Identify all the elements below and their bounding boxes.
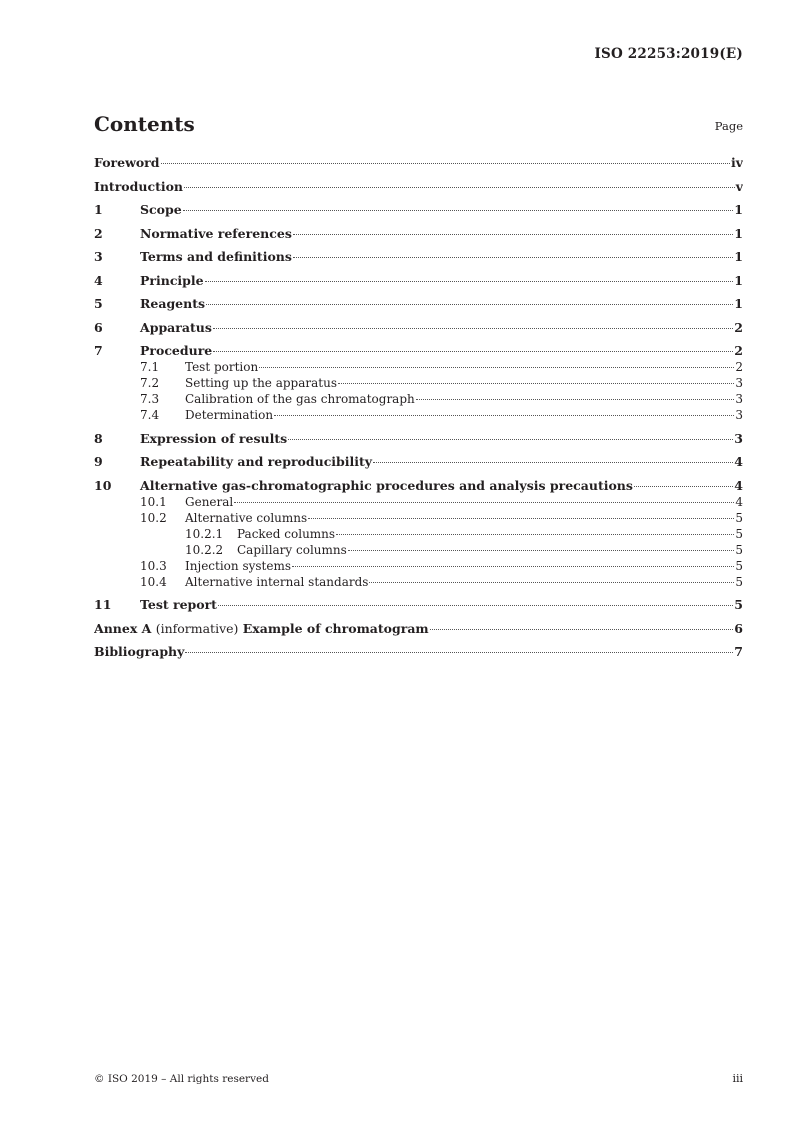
toc-page: 4 xyxy=(734,454,743,469)
dot-leader xyxy=(288,439,733,440)
toc-text: Reagents xyxy=(140,296,206,311)
toc-entry-8[interactable] xyxy=(94,431,743,448)
toc-entry-9[interactable] xyxy=(94,454,743,471)
toc-number: 7 xyxy=(94,343,103,358)
annex-title: Example of chromatogram xyxy=(242,620,429,636)
dot-leader xyxy=(416,399,735,400)
toc-entry-10-2[interactable] xyxy=(94,511,743,527)
dot-leader xyxy=(185,652,733,653)
toc-page: 5 xyxy=(735,526,743,541)
toc-text: Principle xyxy=(140,272,204,288)
toc-number: 7.4 xyxy=(140,408,160,422)
toc-text: Test portion xyxy=(185,360,259,374)
dot-leader xyxy=(292,566,734,567)
toc-page: 1 xyxy=(734,225,743,241)
document-id: ISO 22253:2019(E) xyxy=(594,46,743,62)
toc-number: 10.2.1 xyxy=(185,526,224,541)
dot-leader xyxy=(308,518,734,519)
dot-leader xyxy=(218,605,733,606)
toc-entry-foreword[interactable] xyxy=(94,155,743,172)
toc-text: Normative references xyxy=(140,225,292,241)
dot-leader xyxy=(161,163,730,164)
footer-copyright: © ISO 2019 – All rights reserved xyxy=(94,1073,269,1085)
toc-text: General xyxy=(185,494,234,509)
toc-number: 7.1 xyxy=(140,360,160,374)
toc-entry-10-1[interactable] xyxy=(94,495,743,511)
dot-leader xyxy=(369,582,734,583)
toc-number: 10.1 xyxy=(140,494,167,509)
toc-text: Alternative gas-chromatographic procedures and analysis precautions xyxy=(140,477,633,493)
toc-page: 2 xyxy=(734,343,743,358)
toc-entry-5[interactable] xyxy=(94,296,743,313)
toc-page: 5 xyxy=(735,542,743,557)
toc-page: 4 xyxy=(734,477,743,493)
toc-text: Calibration of the gas chromatograph xyxy=(185,392,415,406)
toc-entry-annex-a[interactable] xyxy=(94,621,743,638)
toc-page: 5 xyxy=(734,597,743,612)
toc-entry-10-3[interactable] xyxy=(94,559,743,575)
toc-page: 1 xyxy=(734,249,743,264)
toc-number: 10.4 xyxy=(140,574,167,589)
toc-entry-7-4[interactable] xyxy=(94,408,743,424)
toc-entry-10[interactable] xyxy=(94,478,743,495)
table-of-contents xyxy=(94,155,743,661)
toc-number: 8 xyxy=(94,430,103,446)
toc-page: 1 xyxy=(734,272,743,288)
dot-leader xyxy=(274,415,734,416)
toc-text: Alternative internal standards xyxy=(185,574,369,589)
toc-number: 9 xyxy=(94,454,103,469)
toc-page: 5 xyxy=(735,574,743,589)
footer-page-number: iii xyxy=(732,1072,743,1085)
toc-text: Scope xyxy=(140,202,182,217)
dot-leader xyxy=(206,304,733,305)
dot-leader xyxy=(184,187,735,188)
toc-number: 1 xyxy=(94,202,103,217)
toc-page: 5 xyxy=(735,558,743,573)
dot-leader xyxy=(338,383,734,384)
toc-entry-4[interactable] xyxy=(94,273,743,290)
toc-text: Packed columns xyxy=(237,526,336,541)
toc-entry-11[interactable] xyxy=(94,597,743,614)
toc-text: Procedure xyxy=(140,343,213,358)
dot-leader xyxy=(336,534,734,535)
toc-number: 10.3 xyxy=(140,558,167,573)
toc-number: 6 xyxy=(94,319,103,335)
toc-text: Test report xyxy=(140,597,217,612)
toc-number: 2 xyxy=(94,225,103,241)
toc-page: iv xyxy=(730,155,743,170)
toc-entry-3[interactable] xyxy=(94,249,743,266)
toc-number: 10.2 xyxy=(140,510,167,525)
toc-text: Repeatability and reproducibility xyxy=(140,454,373,469)
dot-leader xyxy=(213,351,733,352)
annex-qualifier: (informative) xyxy=(155,620,239,636)
toc-number: 5 xyxy=(94,296,103,311)
annex-label: Annex A xyxy=(94,620,152,636)
toc-page: 7 xyxy=(734,644,743,659)
toc-page: 3 xyxy=(734,430,743,446)
toc-number: 10.2.2 xyxy=(185,542,224,557)
toc-entry-10-2-2[interactable] xyxy=(94,543,743,559)
dot-leader xyxy=(373,462,733,463)
toc-page: 4 xyxy=(735,494,743,509)
toc-page: 6 xyxy=(734,620,743,636)
dot-leader xyxy=(259,367,734,368)
toc-number: 7.2 xyxy=(140,376,160,390)
toc-number: 4 xyxy=(94,272,103,288)
toc-entry-10-4[interactable] xyxy=(94,575,743,591)
toc-page: v xyxy=(735,178,743,194)
toc-entry-7-2[interactable] xyxy=(94,376,743,392)
toc-text: Terms and definitions xyxy=(140,249,292,264)
dot-leader xyxy=(205,281,734,282)
toc-page: 3 xyxy=(735,392,743,406)
dot-leader xyxy=(348,550,735,551)
toc-text: Introduction xyxy=(94,178,184,194)
toc-text: Apparatus xyxy=(140,319,212,335)
dot-leader xyxy=(293,257,733,258)
contents-title: Contents xyxy=(94,112,195,136)
toc-number: 3 xyxy=(94,249,103,264)
toc-entry-introduction[interactable] xyxy=(94,179,743,196)
dot-leader xyxy=(234,502,734,503)
dot-leader xyxy=(430,629,734,630)
toc-entry-bibliography[interactable] xyxy=(94,644,743,661)
dot-leader xyxy=(183,210,734,211)
toc-text: Bibliography xyxy=(94,644,185,659)
toc-page: 5 xyxy=(735,510,743,525)
toc-text: Alternative columns xyxy=(185,510,308,525)
toc-text: Determination xyxy=(185,408,274,422)
toc-page: 2 xyxy=(734,319,743,335)
toc-page: 1 xyxy=(734,202,743,217)
toc-text: Capillary columns xyxy=(237,542,347,557)
toc-entry-10-2-1[interactable] xyxy=(94,527,743,543)
toc-entry-7-3[interactable] xyxy=(94,392,743,408)
page-column-label: Page xyxy=(714,119,743,133)
toc-page: 2 xyxy=(735,360,743,374)
toc-text: Injection systems xyxy=(185,558,291,573)
toc-text: Foreword xyxy=(94,155,160,170)
toc-text: Setting up the apparatus xyxy=(185,376,337,390)
toc-page: 3 xyxy=(735,408,743,422)
toc-page: 1 xyxy=(734,296,743,311)
toc-number: 11 xyxy=(94,597,112,612)
toc-entry-6[interactable] xyxy=(94,320,743,337)
toc-entry-7[interactable] xyxy=(94,343,743,360)
toc-text: Expression of results xyxy=(140,430,288,446)
toc-entry-1[interactable] xyxy=(94,202,743,219)
toc-entry-2[interactable] xyxy=(94,226,743,243)
dot-leader xyxy=(293,234,733,235)
toc-page: 3 xyxy=(735,376,743,390)
dot-leader xyxy=(634,486,733,487)
toc-entry-7-1[interactable] xyxy=(94,360,743,376)
dot-leader xyxy=(213,328,733,329)
toc-number: 7.3 xyxy=(140,392,160,406)
toc-number: 10 xyxy=(94,477,112,493)
